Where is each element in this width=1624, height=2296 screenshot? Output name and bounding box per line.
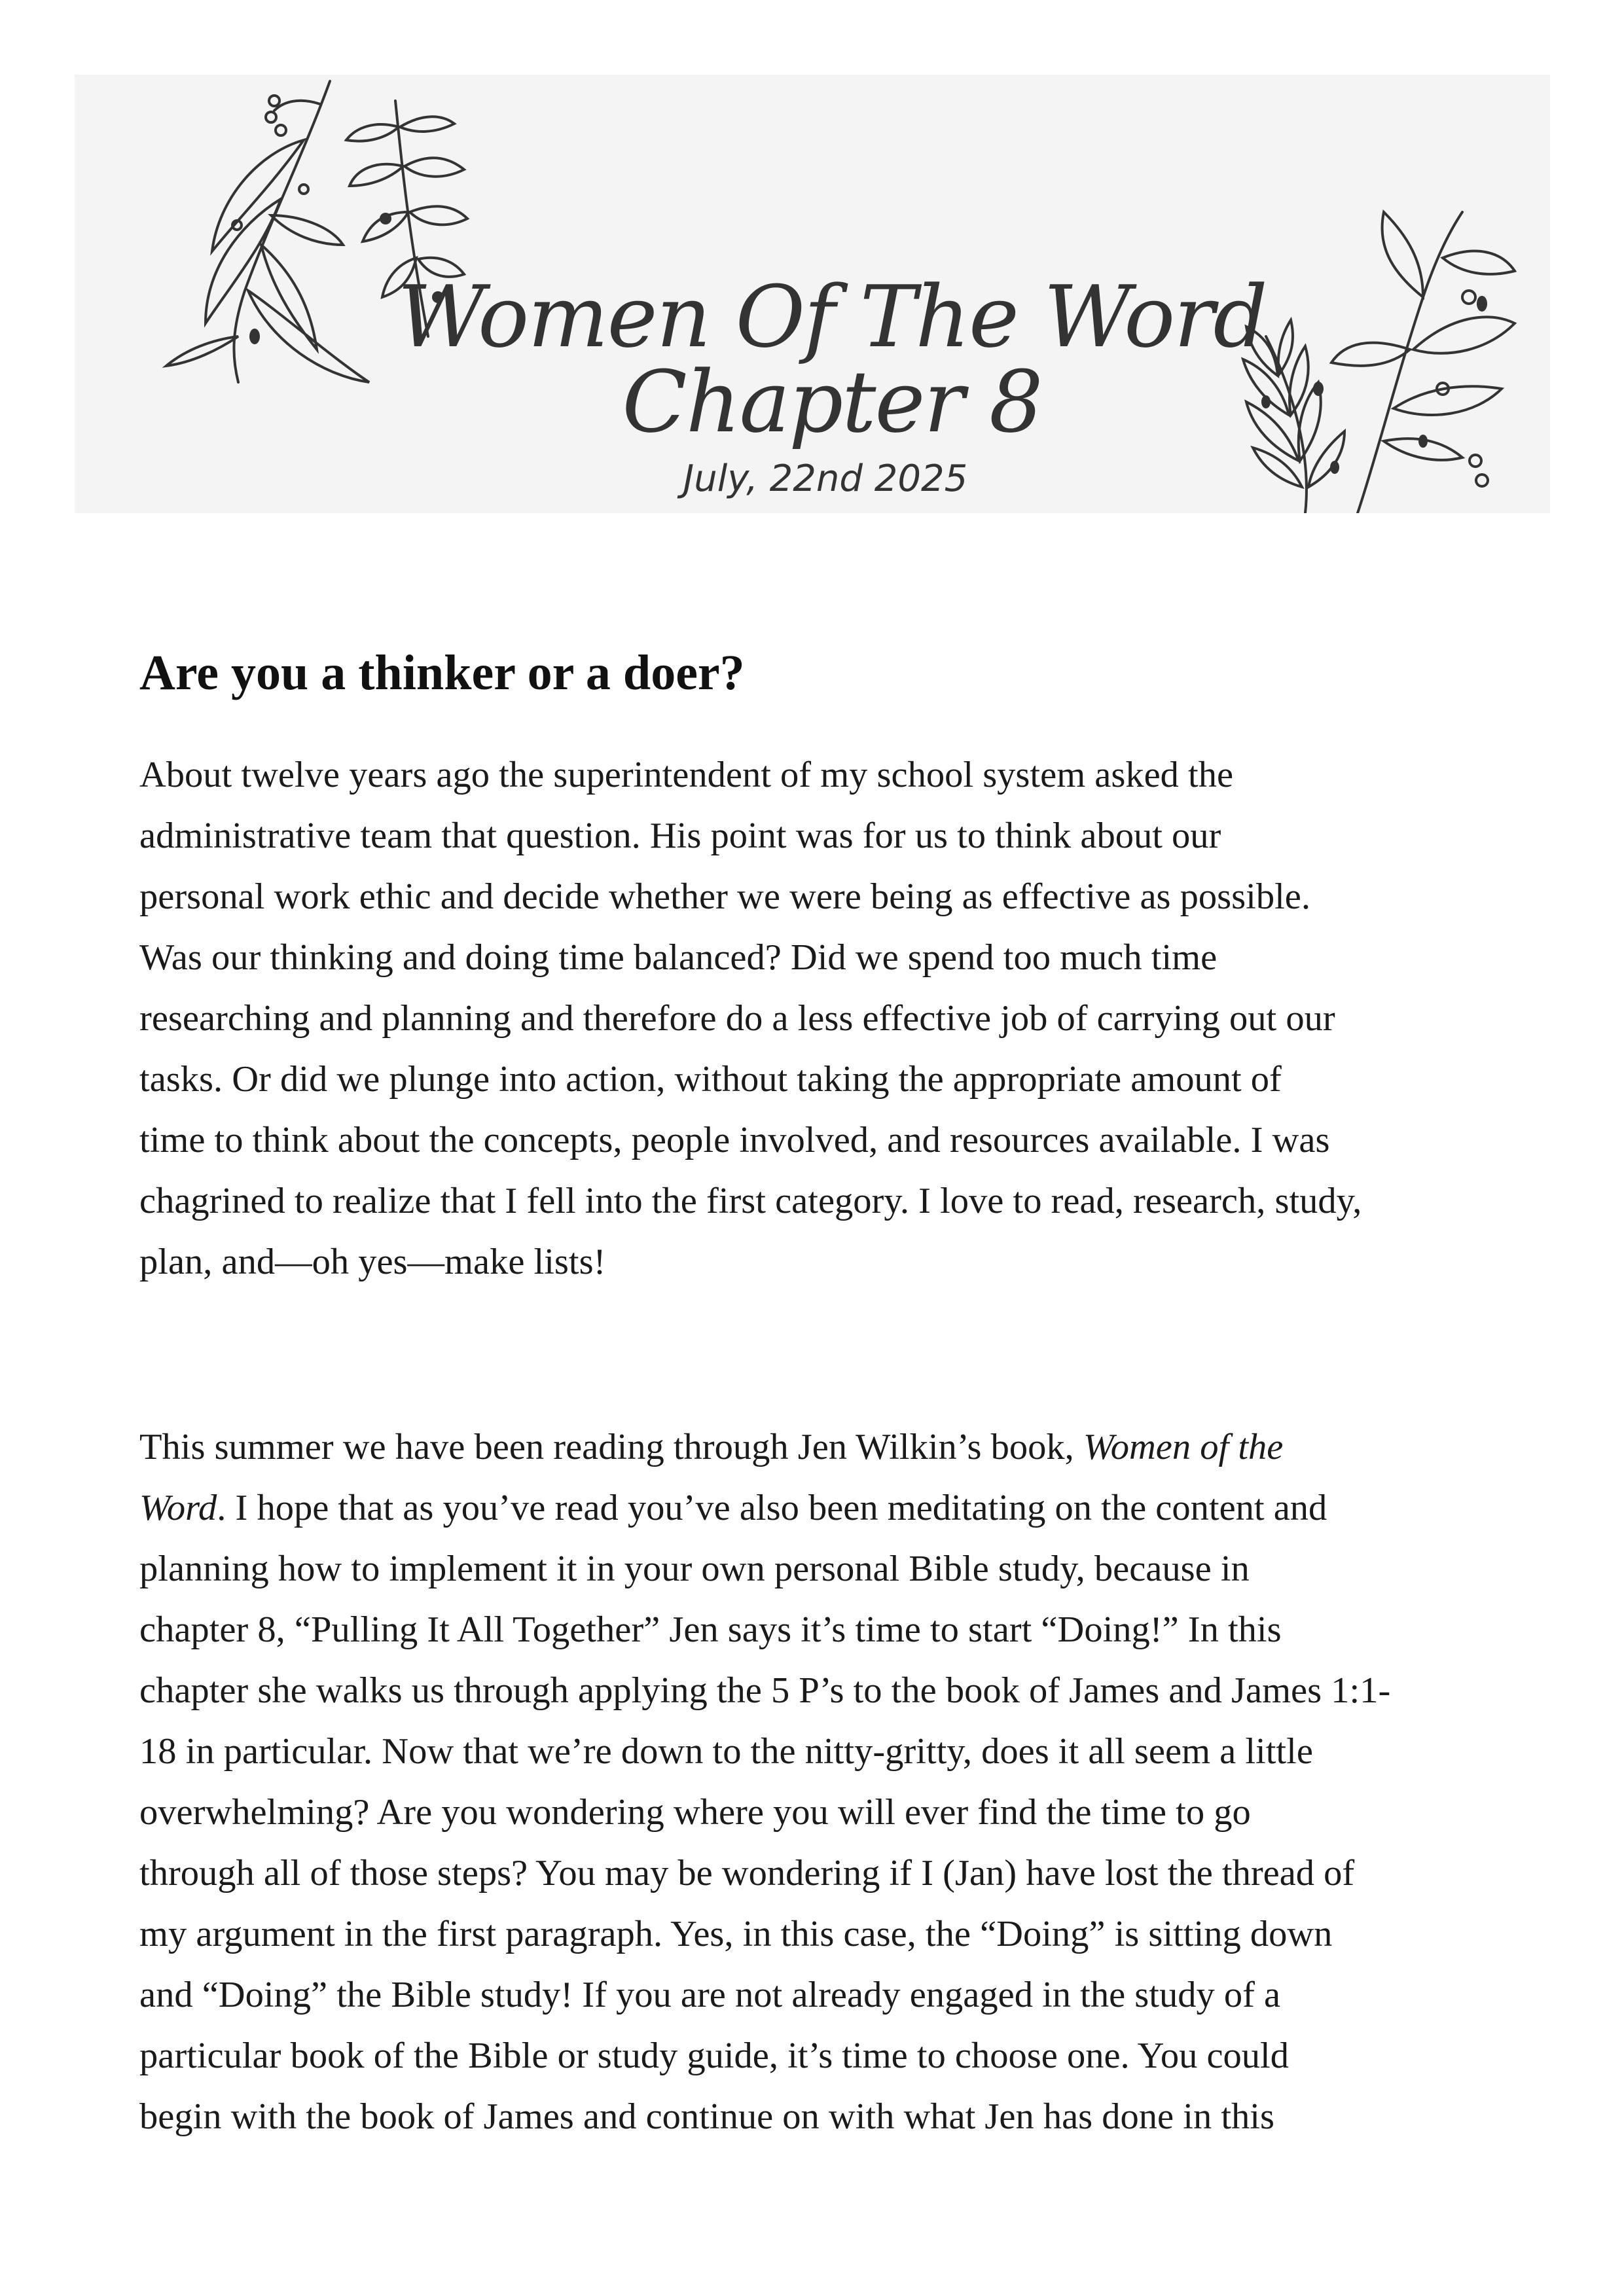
article-heading: Are you a thinker or a doer? <box>139 645 745 700</box>
paragraph-line: chapter 8, “Pulling It All Together” Jen says it’s time to start “Doing!” In this <box>139 1609 1282 1650</box>
paragraph-1 <box>139 745 1534 1293</box>
paragraph-line: through all of those steps? You may be wondering if I (Jan) have lost the thread of <box>139 1853 1355 1893</box>
paragraph-text: . I hope that as you’ve read you’ve also been meditating on the content and <box>217 1488 1327 1528</box>
banner-title-line1: Women Of The Word <box>397 267 1267 367</box>
paragraph-line: my argument in the first paragraph. Yes, in this case, the “Doing” is sitting down <box>139 1914 1333 1954</box>
paragraph-line: and “Doing” the Bible study! If you are not already engaged in the study of a <box>139 1975 1281 2015</box>
paragraph-line: plan, and—oh yes—make lists! <box>139 1242 606 1282</box>
banner-title-line2: Chapter 8 <box>622 352 1042 452</box>
paragraph-2 <box>139 1417 1534 2147</box>
paragraph-line: tasks. Or did we plunge into action, without taking the appropriate amount of <box>139 1059 1282 1100</box>
paragraph-line: chapter she walks us through applying the 5 P’s to the book of James and James 1:1- <box>139 1670 1391 1711</box>
paragraph-text: This summer we have been reading through Jen Wilkin’s book, <box>139 1427 1083 1467</box>
book-title: Word <box>139 1488 217 1528</box>
paragraph-line: personal work ethic and decide whether we were being as effective as possible. <box>139 876 1310 917</box>
paragraph-line: begin with the book of James and continue on with what Jen has done in this <box>139 2096 1274 2137</box>
paragraph-line: About twelve years ago the superintendent of my school system asked the <box>139 755 1234 795</box>
paragraph-line: researching and planning and therefore do a less effective job of carrying out our <box>139 998 1335 1039</box>
paragraph-line: particular book of the Bible or study guide, it’s time to choose one. You could <box>139 2036 1289 2076</box>
paragraph-line <box>139 1417 1534 1478</box>
paragraph-line: planning how to implement it in your own personal Bible study, because in <box>139 1549 1250 1589</box>
paragraph-line: administrative team that question. His point was for us to think about our <box>139 816 1221 856</box>
paragraph-line: time to think about the concepts, people involved, and resources available. I was <box>139 1120 1330 1160</box>
paragraph-line: 18 in particular. Now that we’re down to the nitty-gritty, does it all seem a little <box>139 1731 1313 1772</box>
banner-date: July, 22nd 2025 <box>683 457 968 500</box>
book-title: Women of the <box>1083 1427 1284 1467</box>
paragraph-line: Was our thinking and doing time balanced? Did we spend too much time <box>139 937 1218 978</box>
header-banner <box>75 75 1550 513</box>
paragraph-line: overwhelming? Are you wondering where you will ever find the time to go <box>139 1792 1251 1833</box>
paragraph-line <box>139 1478 1534 1539</box>
paragraph-line: chagrined to realize that I fell into the first category. I love to read, research, study, <box>139 1181 1362 1221</box>
